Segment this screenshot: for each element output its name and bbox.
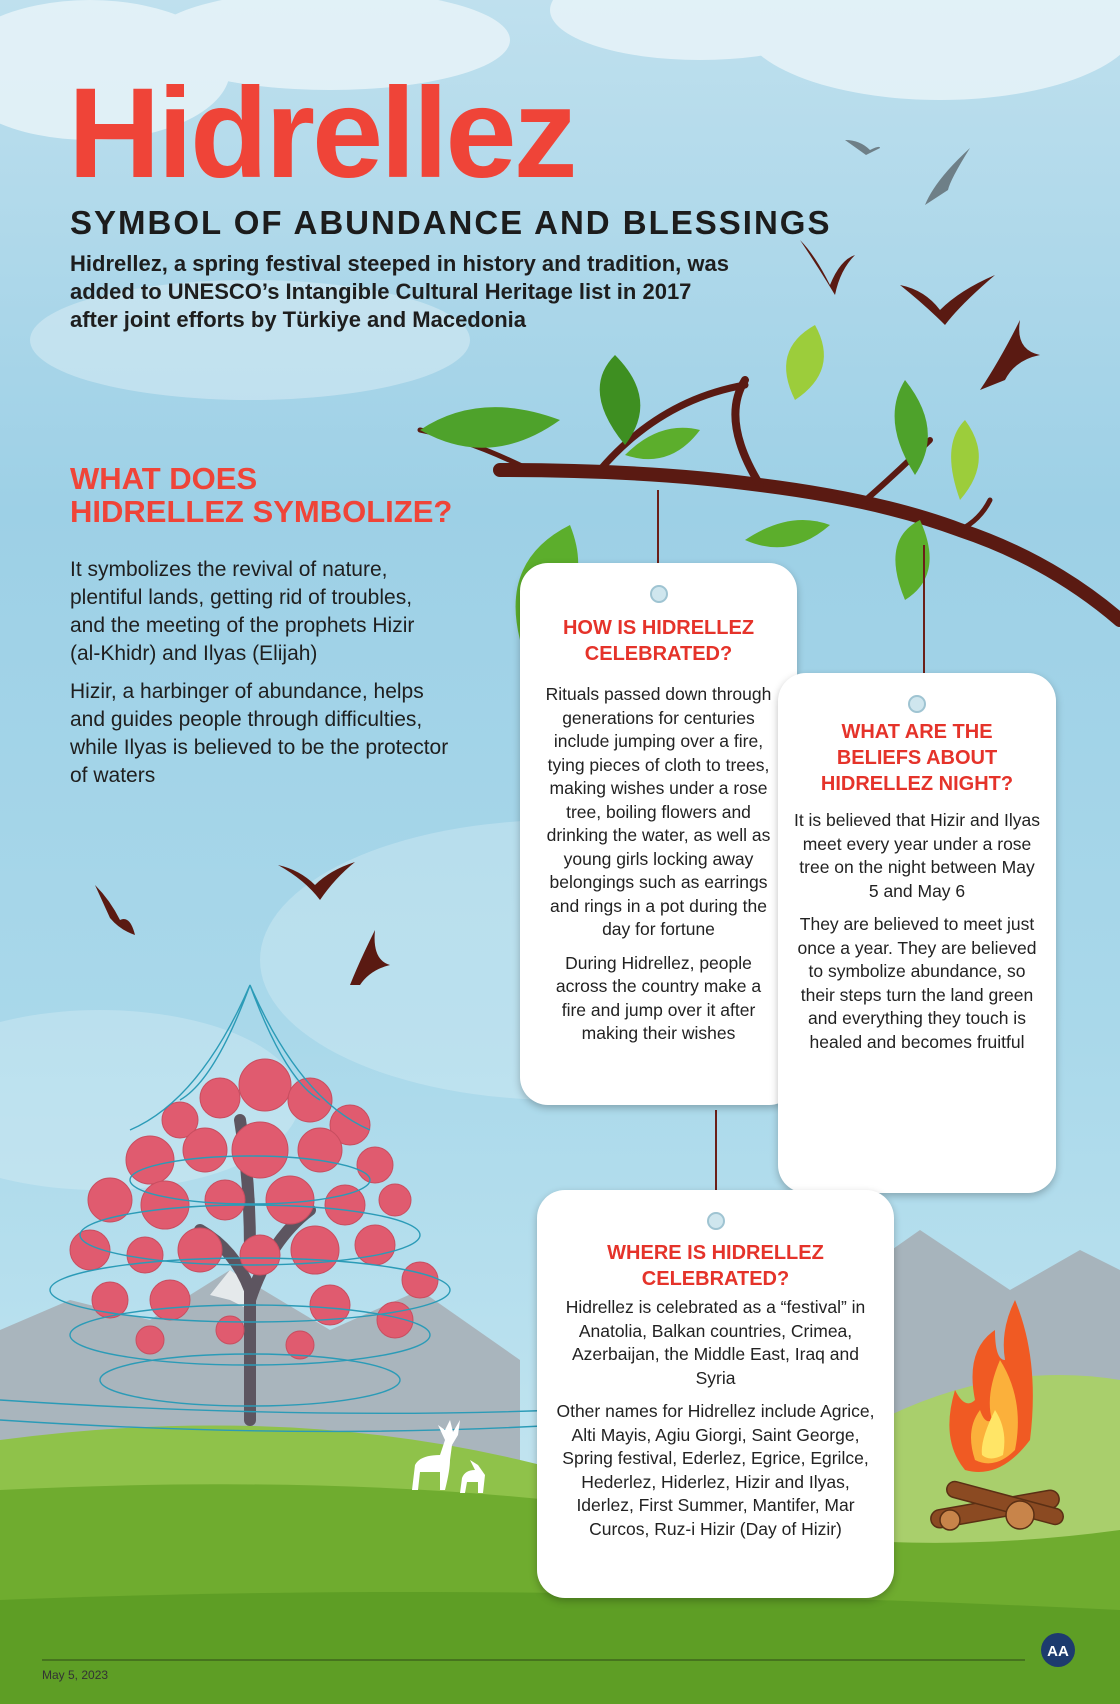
card-title: HOW IS HIDRELLEZ CELEBRATED?: [562, 617, 755, 665]
symbolize-heading: [70, 462, 452, 528]
card-title: WHERE IS HIDRELLEZ CELEBRATED?: [607, 1242, 824, 1290]
card-hole: [707, 1212, 725, 1230]
card-beliefs: [778, 673, 1056, 1193]
card-paragraph: Hidrellez is celebrated as a “festival” in Anatolia, Balkan countries, Crimea, Azerbaijan, the Middle East, Iraq and Syria: [565, 1297, 866, 1388]
page-subtitle: SYMBOL OF ABUNDANCE AND BLESSINGS: [70, 204, 832, 241]
bird-icon: [845, 140, 970, 205]
card-paragraph: Other names for Hidrellez include Agrice, Alti Mayis, Agiu Giorgi, Saint George, Spring festival, Ederlez, Egrice, Egrilce, Hederlez, Hiderlez, Hizir and Ilyas, Iderlez, First Summer, Mantifer, Mar Curcos, Ruz-i Hizir (Day of Hizir): [556, 1401, 875, 1539]
publish-date: May 5, 2023: [42, 1668, 109, 1682]
card-how-celebrated: [520, 563, 797, 1105]
symbolize-text: [70, 556, 450, 800]
symbolize-heading-line1: WHAT DOES: [70, 461, 258, 496]
logo-text: AA: [1047, 1643, 1069, 1660]
card-hole: [650, 585, 668, 603]
page-title: Hidrellez: [68, 62, 575, 205]
card-paragraph: It is believed that Hizir and Ilyas meet every year under a rose tree on the night between May 5 and May 6: [793, 810, 1041, 901]
intro-text: Hidrellez, a spring festival steeped in history and tradition, was added to UNESCO’s Intangible Cultural Heritage list in 2017 after joint efforts by Türkiye and Macedonia: [70, 251, 729, 332]
card-paragraph: Rituals passed down through generations for centuries include jumping over a fire, tying pieces of cloth to trees, making wishes under a rose tree, boiling flowers and drinking the water, as well as young girls locking away belongings such as earrings and rings in a pot during the day for fortune: [545, 684, 772, 939]
card-where-celebrated: [537, 1190, 894, 1598]
symbolize-paragraph: Hizir, a harbinger of abundance, helps and guides people through difficulties, while Ilyas is believed to be the protector of waters: [70, 680, 449, 787]
card-title: WHAT ARE THE BELIEFS ABOUT HIDRELLEZ NIGHT?: [820, 721, 1014, 795]
aa-logo-icon: [1040, 1632, 1076, 1673]
card-paragraph: They are believed to meet just once a year. They are believed to symbolize abundance, so their steps turn the land green and everything they touch is healed and becomes fruitful: [797, 914, 1037, 1052]
symbolize-heading-line2: HIDRELLEZ SYMBOLIZE?: [70, 494, 453, 529]
card-hole: [908, 695, 926, 713]
symbolize-paragraph: It symbolizes the revival of nature, plentiful lands, getting rid of troubles, and the meeting of the prophets Hizir (al-Khidr) and Ilyas (Elijah): [70, 558, 415, 665]
card-paragraph: During Hidrellez, people across the country make a fire and jump over it after making their wishes: [555, 952, 762, 1043]
